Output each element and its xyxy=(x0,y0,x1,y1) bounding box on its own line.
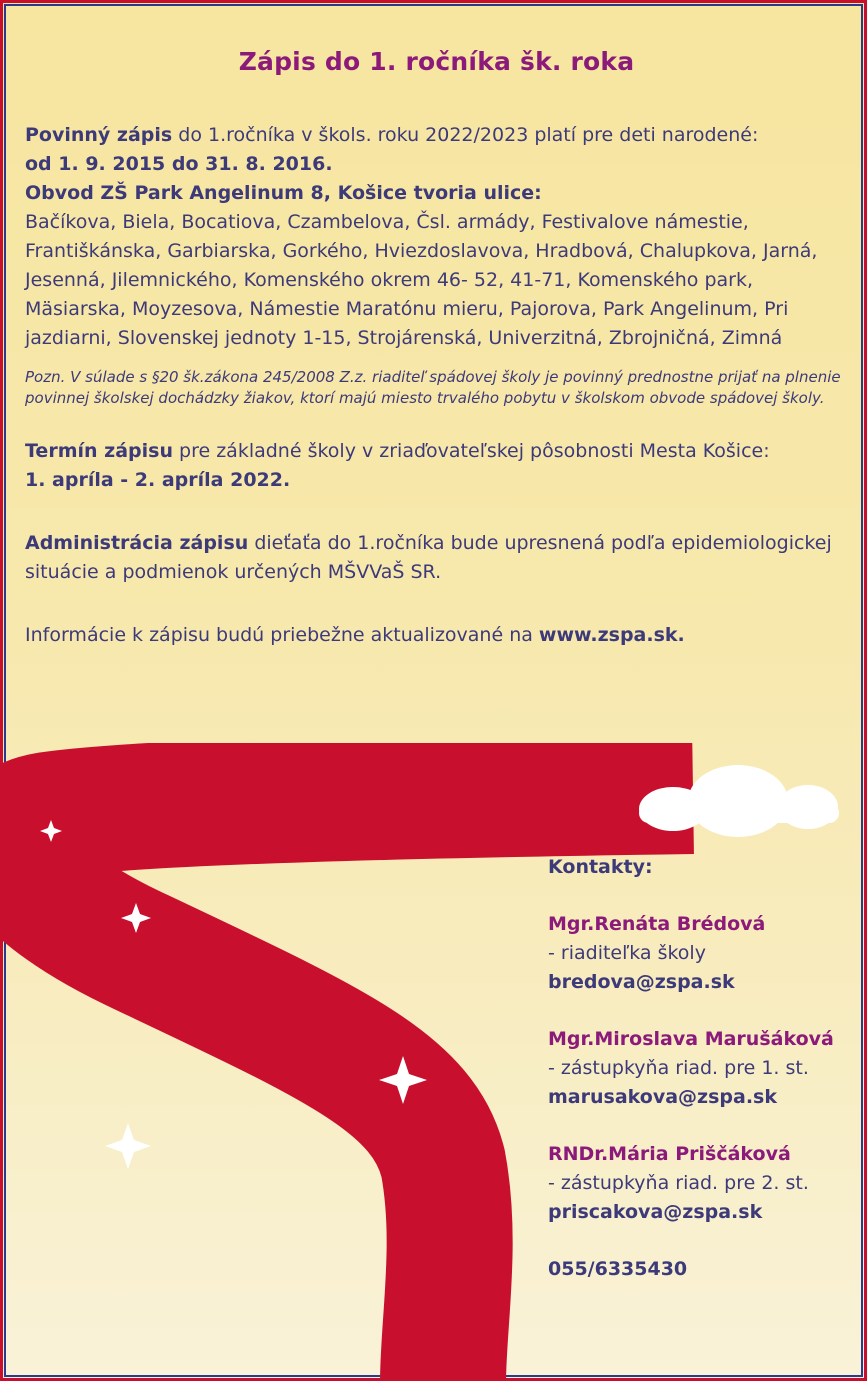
contact-card xyxy=(548,1025,848,1112)
sparkle-icon xyxy=(105,1123,151,1169)
info-line xyxy=(25,621,855,650)
contact-email[interactable]: bredova@zspa.sk xyxy=(548,971,735,993)
website-link[interactable]: www.zspa.sk. xyxy=(538,624,685,646)
term-dates: 1. apríla - 2. apríla 2022. xyxy=(25,469,291,491)
birth-dates: od 1. 9. 2015 do 31. 8. 2016. xyxy=(25,153,333,175)
page-title: Zápis do 1. ročníka šk. roka xyxy=(238,47,635,76)
contact-name: Mgr.Renáta Brédová xyxy=(548,913,766,935)
main-text xyxy=(25,121,855,650)
admin-rest: dieťaťa do 1.ročníka bude upresnená podľa epidemiologickej situácie a podmienok určených MŠVVaŠ SR. xyxy=(25,532,832,583)
legal-note: Pozn. V súlade s §20 šk.zákona 245/2008 Z.z. riaditeľ spádovej školy je povinný prednostne prijať na plnenie povinnej školskej dochádzky žiakov, ktorí majú miesto trvalého pobytu v školskom obvode spádovej školy. xyxy=(25,368,841,407)
contact-email[interactable]: priscakova@zspa.sk xyxy=(548,1201,763,1223)
intro-line xyxy=(25,121,855,150)
contact-name: RNDr.Mária Priščáková xyxy=(548,1143,791,1165)
contacts xyxy=(548,853,848,1284)
phone-number[interactable]: 055/6335430 xyxy=(548,1258,688,1280)
intro-lead: Povinný zápis xyxy=(25,124,173,146)
admin-line xyxy=(25,529,855,587)
contact-name: Mgr.Miroslava Marušáková xyxy=(548,1028,834,1050)
street-list: Bačíkova, Biela, Bocatiova, Czambelova, Čsl. armády, Festivalove námestie, Františkánska, Garbiarska, Gorkého, Hviezdoslavova, Hradbová, Chalupkova, Jarná, Jesenná, Jilemnického, Komenského okrem 46- 52, 41-71, Komenského park, Mäsiarska, Moyzesova, Námestie Maratónu mieru, Pajorova, Park Angelinum, Pri jazdiarni, Slovenskej jednoty 1-15, Strojárenská, Univerzitná, Zbrojničná, Zimná xyxy=(25,211,818,349)
contact-role: - zástupkyňa riad. pre 2. st. xyxy=(548,1172,809,1194)
term-label: Termín zápisu xyxy=(25,440,173,462)
district-heading: Obvod ZŠ Park Angelinum 8, Košice tvoria ulice: xyxy=(25,182,542,204)
term-line xyxy=(25,437,855,466)
contact-role: - riaditeľka školy xyxy=(548,942,706,964)
contact-card xyxy=(548,910,848,997)
intro-rest: do 1.ročníka v škols. roku 2022/2023 platí pre deti narodené: xyxy=(172,124,759,146)
contact-role: - zástupkyňa riad. pre 1. st. xyxy=(548,1057,809,1079)
contact-email[interactable]: marusakova@zspa.sk xyxy=(548,1086,777,1108)
info-text: Informácie k zápisu budú priebežne aktualizované na xyxy=(25,624,539,646)
admin-label: Administrácia zápisu xyxy=(25,532,249,554)
contacts-heading: Kontakty: xyxy=(548,856,653,878)
term-rest: pre základné školy v zriaďovateľskej pôsobnosti Mesta Košice: xyxy=(172,440,770,462)
contact-card xyxy=(548,1140,848,1227)
